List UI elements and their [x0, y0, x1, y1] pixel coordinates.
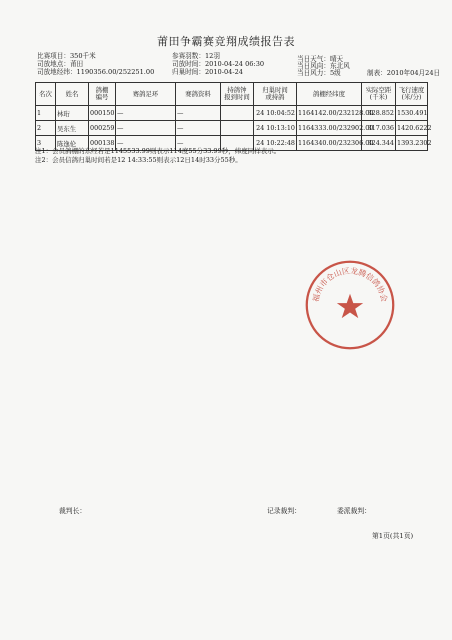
table-cell: 2 — [36, 121, 56, 136]
column-header: 姓名 — [56, 83, 89, 106]
table-cell: — — [116, 136, 176, 151]
wind-force: 当日风力：5级 — [297, 69, 341, 77]
table-cell: 328.852 — [362, 106, 396, 121]
recorder-signature-label: 记录裁判： — [267, 507, 301, 515]
results-table — [35, 82, 432, 151]
table-cell: 324.344 — [362, 136, 396, 151]
report-title: 莆田争霸赛竞翔成绩报告表 — [157, 35, 295, 48]
table-cell: 1530.491 — [396, 106, 428, 121]
table-cell: 3 — [36, 136, 56, 151]
association-seal-stamp — [303, 258, 397, 352]
column-header: 持鸽钟 报到时间 — [221, 83, 254, 106]
table-row — [36, 121, 428, 136]
table-cell: 1420.6222 — [396, 121, 428, 136]
table-cell: 1 — [36, 106, 56, 121]
table-cell: — — [176, 121, 221, 136]
table-cell: 陈逸伦 — [56, 136, 89, 151]
table-cell: 吴东生 — [56, 121, 89, 136]
delegate-signature-label: 委派裁判： — [337, 507, 371, 515]
table-cell: 1164142.00/232128.00 — [297, 106, 362, 121]
notes — [35, 147, 280, 164]
svg-text:福州市仓山区龙腾信鸽协会: 福州市仓山区龙腾信鸽协会 — [311, 266, 389, 303]
table-cell: 林珩 — [56, 106, 89, 121]
table-header-row — [36, 83, 428, 106]
column-header: 归巢时间 或持鸽 — [254, 83, 297, 106]
table-cell: 1393.2302 — [396, 136, 428, 151]
note-1: 注1：会员鸽棚的东经若是1145533.99则表示114度55分33.99秒，纬度同样表示。 — [35, 147, 281, 155]
entry-count: 参赛羽数：12羽 — [172, 52, 220, 60]
table-cell: 24 10:22:48 — [254, 136, 297, 151]
wind-direction: 当日风向：东北风 — [297, 62, 350, 70]
release-time: 司放时间：2010-04-24 06:30 — [172, 60, 265, 68]
table-cell: 000150 — [89, 106, 116, 121]
note-2: 注2：会员信鸽归巢时间若是12 14:33:55则表示12日14时33分55秒。 — [35, 155, 242, 164]
release-coords: 司放地经纬：1190356.00/252251.00 — [37, 68, 155, 76]
table-cell: 000259 — [89, 121, 116, 136]
table-cell: 24 10:04:52 — [254, 106, 297, 121]
release-place: 司放地点：莆田 — [37, 60, 84, 68]
made-date: 制表：2010年04月24日 — [367, 69, 441, 77]
column-header: 实际空距 (千米) — [362, 83, 396, 106]
column-header: 鸽棚经纬度 — [297, 83, 362, 106]
star-icon — [337, 294, 363, 318]
table-cell: 24 10:13:10 — [254, 121, 297, 136]
race-item: 比赛项目：350千米 — [37, 52, 96, 60]
table-cell — [221, 106, 254, 121]
weather: 当日天气：晴天 — [297, 55, 344, 63]
column-header: 鸽棚 编号 — [89, 83, 116, 106]
table-cell: — — [116, 106, 176, 121]
page-number: 第1页(共1页) — [372, 532, 414, 540]
table-cell: — — [176, 106, 221, 121]
column-header: 赛鸽资料 — [176, 83, 221, 106]
table-cell: 000138 — [89, 136, 116, 151]
table-row — [36, 106, 428, 121]
director-signature-label: 裁判长： — [59, 507, 87, 515]
column-header: 赛鸽足环 — [116, 83, 176, 106]
table-cell: — — [176, 136, 221, 151]
column-header: 飞行速度 (米/分) — [396, 83, 428, 106]
table-cell — [221, 121, 254, 136]
table-cell: 317.036 — [362, 121, 396, 136]
table-cell: 1164340.00/232306.00 — [297, 136, 362, 151]
table-cell: — — [116, 121, 176, 136]
return-date: 归巢时间：2010-04-24 — [172, 68, 243, 76]
column-header: 名次 — [36, 83, 56, 106]
table-cell: 1164333.00/232902.00 — [297, 121, 362, 136]
